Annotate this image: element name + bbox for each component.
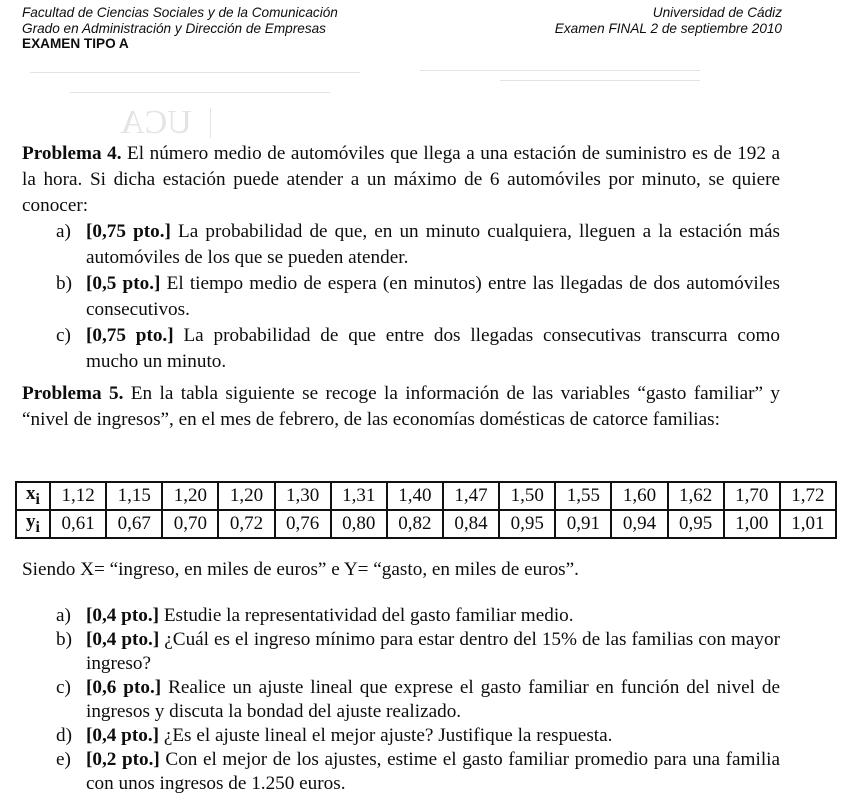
- question-letter: c): [56, 677, 71, 698]
- table-cell-x: 1,20: [162, 482, 218, 510]
- table-cell-x: 1,15: [106, 482, 162, 510]
- table-cell-y: 1,01: [780, 510, 836, 538]
- table-cell-y: 0,91: [555, 510, 611, 538]
- problem-5-label: Problema 5.: [22, 383, 124, 404]
- table-cell-y: 0,70: [162, 510, 218, 538]
- question-points: [0,5 pto.]: [86, 273, 161, 294]
- question-points: [0,6 pto.]: [86, 677, 162, 698]
- exam-date: Examen FINAL 2 de septiembre 2010: [554, 20, 782, 36]
- table-cell-x: 1,50: [499, 482, 555, 510]
- table-cell-y: 0,67: [106, 510, 162, 538]
- table-cell-y: 0,61: [50, 510, 106, 538]
- table-cell-y: 0,72: [218, 510, 274, 538]
- table-cell-x: 1,55: [555, 482, 611, 510]
- table-cell-x: 1,60: [611, 482, 667, 510]
- question-letter: e): [56, 749, 71, 770]
- question-letter: b): [56, 273, 72, 294]
- question-text: La probabilidad de que, en un minuto cualquiera, lleguen a la estación más automóviles de los que se pueden atender.: [86, 221, 781, 268]
- question-item: [22, 604, 780, 628]
- table-cell-x: 1,40: [387, 482, 443, 510]
- table-cell-x: 1,72: [780, 482, 836, 510]
- table-cell-x: 1,47: [443, 482, 499, 510]
- problem-5-questions-block: [22, 604, 780, 796]
- table-row-x: [16, 482, 836, 510]
- problem-5: [22, 381, 780, 433]
- table-cell-y: 0,95: [668, 510, 724, 538]
- problem-4-questions: [22, 219, 780, 375]
- question-letter: c): [56, 325, 71, 346]
- header-right: [555, 5, 782, 36]
- question-text: Con el mejor de los ajustes, estime el gasto familiar promedio para una familia con unos ingresos de 1.250 euros.: [86, 749, 780, 794]
- question-letter: a): [56, 605, 71, 626]
- question-item: [22, 748, 780, 796]
- table-cell-y: 0,95: [499, 510, 555, 538]
- question-points: [0,75 pto.]: [86, 221, 171, 242]
- question-points: [0,2 pto.]: [86, 749, 160, 770]
- university-name: Universidad de Cádiz: [652, 5, 782, 20]
- question-item: [22, 676, 780, 724]
- question-item: [22, 323, 780, 375]
- table-cell-y: 0,76: [275, 510, 331, 538]
- question-letter: b): [56, 629, 72, 650]
- table-cell-y: 0,82: [387, 510, 443, 538]
- question-points: [0,4 pto.]: [86, 629, 160, 650]
- table-cell-x: 1,30: [275, 482, 331, 510]
- question-points: [0,75 pto.]: [86, 325, 174, 346]
- question-item: [22, 271, 780, 323]
- question-text: ¿Cuál es el ingreso mínimo para estar dentro del 15% de las familias con mayor ingreso?: [86, 629, 781, 674]
- question-text: Estudie la representatividad del gasto familiar medio.: [163, 605, 574, 626]
- problem-5-statement: [22, 381, 780, 433]
- header-left: [22, 5, 338, 52]
- question-letter: a): [56, 221, 71, 242]
- faculty-name: Facultad de Ciencias Sociales y de la Comunicación: [22, 5, 338, 20]
- data-table: [15, 481, 837, 539]
- table-cell-x: 1,20: [218, 482, 274, 510]
- row-header-y: $y_i$: [16, 510, 50, 538]
- table-cell-x: 1,31: [331, 482, 387, 510]
- problem-4-label: Problema 4.: [22, 143, 122, 164]
- table-row-y: [16, 510, 836, 538]
- question-text: El tiempo medio de espera (en minutos) entre las llegadas de dos automóviles consecutivos.: [86, 273, 781, 320]
- table-cell-x: 1,70: [724, 482, 780, 510]
- table-cell-x: 1,62: [668, 482, 724, 510]
- table-cell-y: 0,94: [611, 510, 667, 538]
- question-item: [22, 724, 780, 748]
- question-text: ¿Es el ajuste lineal el mejor ajuste? Justifique la respuesta.: [163, 725, 613, 746]
- table-cell-y: 1,00: [724, 510, 780, 538]
- question-points: [0,4 pto.]: [86, 725, 160, 746]
- table-cell-y: 0,80: [331, 510, 387, 538]
- question-points: [0,4 pto.]: [86, 605, 160, 626]
- table-cell-x: 1,12: [50, 482, 106, 510]
- problem-4-text: El número medio de automóviles que llega a una estación de suministro es de 192 a la hora. Si dicha estación puede atender a un máximo de 6 automóviles por minuto, se quiere conocer:: [22, 143, 780, 216]
- question-item: [22, 219, 780, 271]
- problem-4: [22, 141, 780, 375]
- question-text: Realice un ajuste lineal que exprese el gasto familiar en función del nivel de ingresos y discuta la bondad del ajuste realizado.: [86, 677, 781, 722]
- exam-type: EXAMEN TIPO A: [22, 36, 129, 51]
- problem-4-statement: [22, 141, 780, 219]
- question-text: La probabilidad de que entre dos llegadas consecutivas transcurra como mucho un minuto.: [86, 325, 780, 372]
- table-cell-y: 0,84: [443, 510, 499, 538]
- problem-5-questions: [22, 604, 780, 796]
- variable-definitions: Siendo X= “ingreso, en miles de euros” e Y= “gasto, en miles de euros”.: [22, 559, 579, 580]
- problem-5-text: En la tabla siguiente se recoge la información de las variables “gasto familiar” y “nivel de ingresos”, en el mes de febrero, de las economías domésticas de catorce familias:: [22, 383, 780, 430]
- degree-name: Grado en Administración y Dirección de Empresas: [22, 20, 326, 36]
- question-item: [22, 628, 780, 676]
- row-header-x: $x_i$: [16, 482, 50, 510]
- question-letter: d): [56, 725, 72, 746]
